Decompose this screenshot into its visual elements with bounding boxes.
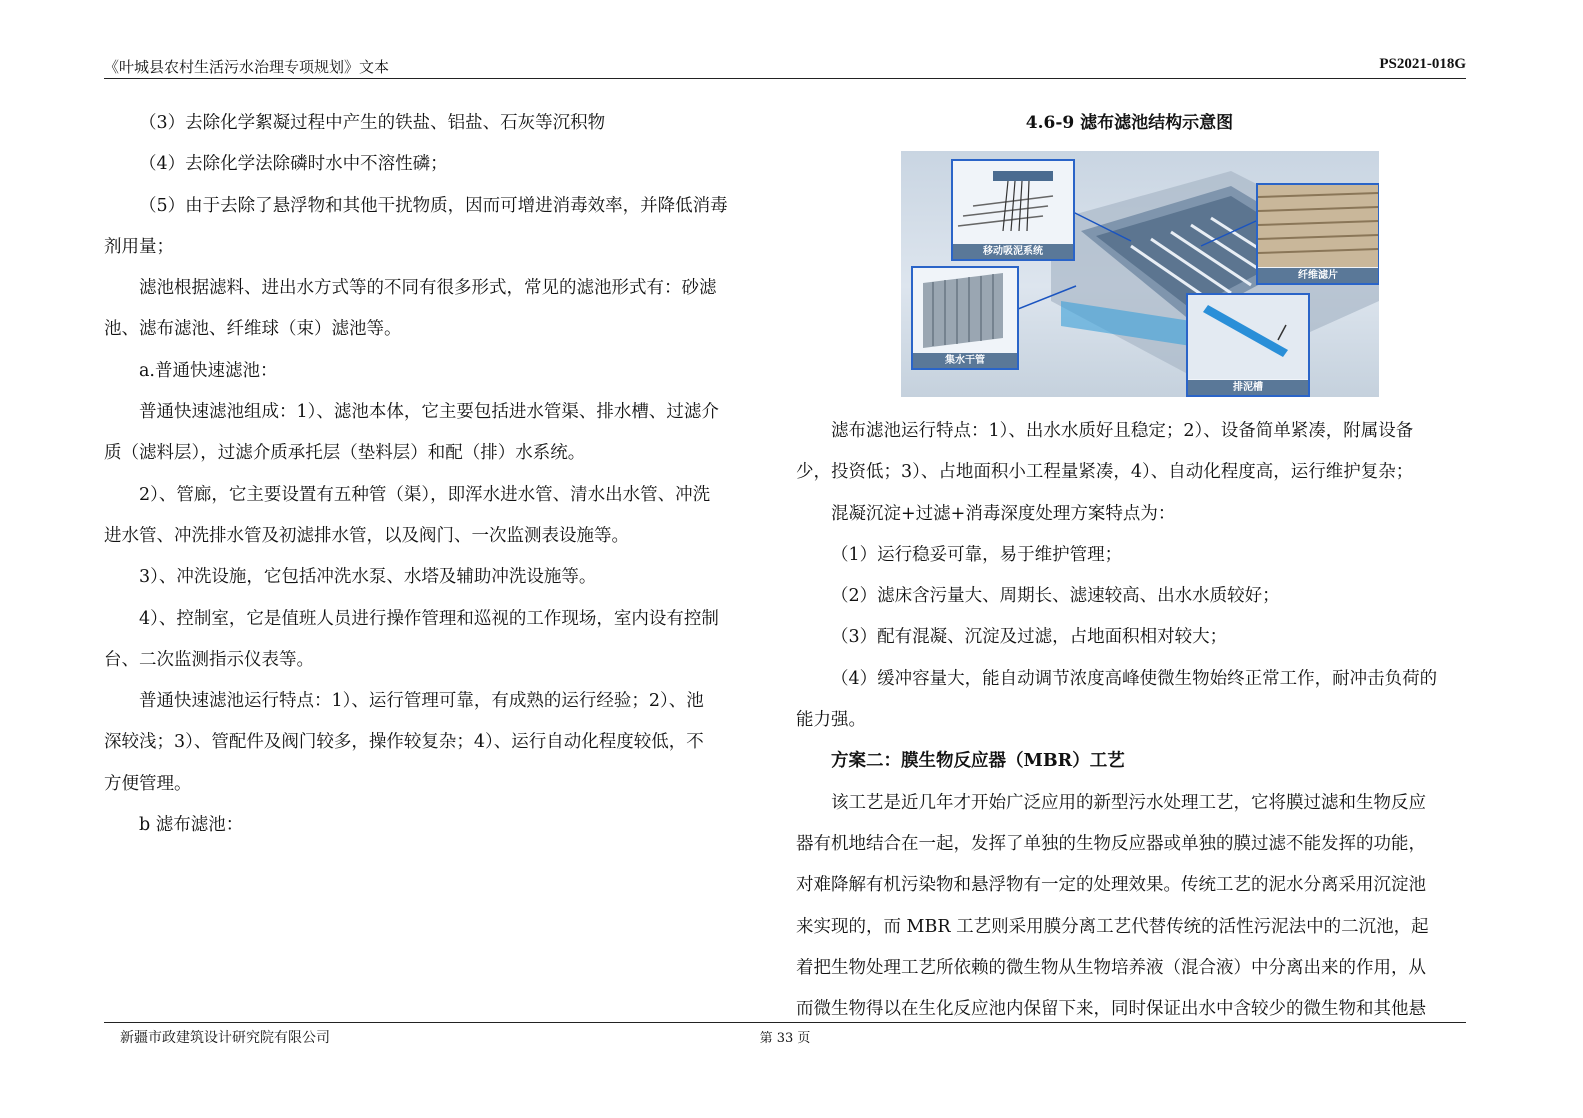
fiber-sheet-label: 纤维滤片 <box>1258 268 1378 283</box>
drain-trough-inset <box>1186 293 1310 397</box>
filter-structure-diagram <box>901 151 1379 397</box>
document-title: 《叶城县农村生活污水治理专项规划》文本 <box>104 58 390 76</box>
paragraph-line: 该工艺是近几年才开始广泛应用的新型污水处理工艺，它将膜过滤和生物反应 <box>831 792 1426 813</box>
paragraph-line: 深较浅；3）、管配件及阀门较多，操作较复杂；4）、运行自动化程度较低，不 <box>104 732 704 753</box>
paragraph-line: 台、二次监测指示仪表等。 <box>104 649 314 670</box>
paragraph-line: （4）缓冲容量大，能自动调节浓度高峰使微生物始终正常工作，耐冲击负荷的 <box>831 668 1438 689</box>
left-column <box>104 103 751 846</box>
paragraph-line: 器有机地结合在一起，发挥了单独的生物反应器或单独的膜过滤不能发挥的功能， <box>796 833 1426 854</box>
paragraph-line: 少，投资低；3）、占地面积小工程量紧凑，4）、自动化程度高，运行维护复杂； <box>796 462 1414 483</box>
paragraph-line: 方便管理。 <box>104 773 192 794</box>
fiber-sheet-inset <box>1256 183 1379 285</box>
paragraph-line: 3）、冲洗设施，它包括冲洗水泵、水塔及辅助冲洗设施等。 <box>139 567 597 588</box>
paragraph-line: 滤布滤池运行特点：1）、出水水质好且稳定；2）、设备简单紧凑，附属设备 <box>831 421 1414 441</box>
collector-pipe-inset <box>911 266 1019 370</box>
section-label: b 滤布滤池： <box>139 815 244 836</box>
paragraph-line: （1）运行稳妥可靠，易于维护管理； <box>831 544 1123 565</box>
company-name: 新疆市政建筑设计研究院有限公司 <box>120 1030 330 1046</box>
page-header <box>104 54 1466 79</box>
paragraph-line: 2）、管廊，它主要设置有五种管（渠），即浑水进水管、清水出水管、冲洗 <box>139 484 711 505</box>
paragraph-line: 进水管、冲洗排水管及初滤排水管，以及阀门、一次监测表设施等。 <box>104 525 629 546</box>
paragraph-line: 混凝沉淀+过滤+消毒深度处理方案特点为： <box>831 503 1176 524</box>
section-heading: 方案二：膜生物反应器（MBR）工艺 <box>831 751 1125 772</box>
paragraph-line: 4）、控制室，它是值班人员进行操作管理和巡视的工作现场，室内设有控制 <box>139 608 719 629</box>
paragraph-line: 质（滤料层），过滤介质承托层（垫料层）和配（排）水系统。 <box>104 443 586 464</box>
page-number: 第 33 页 <box>759 1031 811 1046</box>
paragraph-line: 而微生物得以在生化反应池内保留下来，同时保证出水中含较少的微生物和其他悬 <box>796 999 1426 1020</box>
drain-trough-label: 排泥槽 <box>1188 380 1308 395</box>
paragraph-line: （3）去除化学絮凝过程中产生的铁盐、铝盐、石灰等沉积物 <box>139 113 606 133</box>
paragraph-line: 能力强。 <box>796 710 866 731</box>
section-label: a.普通快速滤池： <box>139 360 278 381</box>
collector-pipe-label: 集水干管 <box>913 353 1017 368</box>
document-code: PS2021-018G <box>1379 56 1466 72</box>
paragraph-line: （2）滤床含污量大、周期长、滤速较高、出水水质较好； <box>831 586 1280 607</box>
paragraph-line: 剂用量； <box>104 236 174 257</box>
paragraph-line: 滤池根据滤料、进出水方式等的不同有很多形式，常见的滤池形式有：砂滤 <box>139 278 717 299</box>
paragraph-line: （3）配有混凝、沉淀及过滤，占地面积相对较大； <box>831 627 1228 648</box>
figure-title: 4.6-9 滤布滤池结构示意图 <box>1025 113 1234 133</box>
sludge-suction-inset <box>951 159 1075 261</box>
page-footer <box>104 1022 1466 1049</box>
paragraph-line: 普通快速滤池组成：1）、滤池本体，它主要包括进水管渠、排水槽、过滤介 <box>139 402 719 423</box>
paragraph-line: （5）由于去除了悬浮物和其他干扰物质，因而可增进消毒效率，并降低消毒 <box>139 195 728 216</box>
sludge-suction-label: 移动吸泥系统 <box>953 244 1073 259</box>
paragraph-line: 对难降解有机污染物和悬浮物有一定的处理效果。传统工艺的泥水分离采用沉淀池 <box>796 875 1426 896</box>
paragraph-line: 来实现的，而 MBR 工艺则采用膜分离工艺代替传统的活性污泥法中的二沉池，起 <box>796 916 1429 937</box>
right-column <box>796 103 1463 1030</box>
paragraph-line: 普通快速滤池运行特点：1）、运行管理可靠，有成熟的运行经验；2）、池 <box>139 691 704 712</box>
paragraph-line: （4）去除化学法除磷时水中不溶性磷； <box>139 154 448 175</box>
paragraph-line: 着把生物处理工艺所依赖的微生物从生物培养液（混合液）中分离出来的作用，从 <box>796 957 1426 978</box>
paragraph-line: 池、滤布滤池、纤维球（束）滤池等。 <box>104 319 402 340</box>
